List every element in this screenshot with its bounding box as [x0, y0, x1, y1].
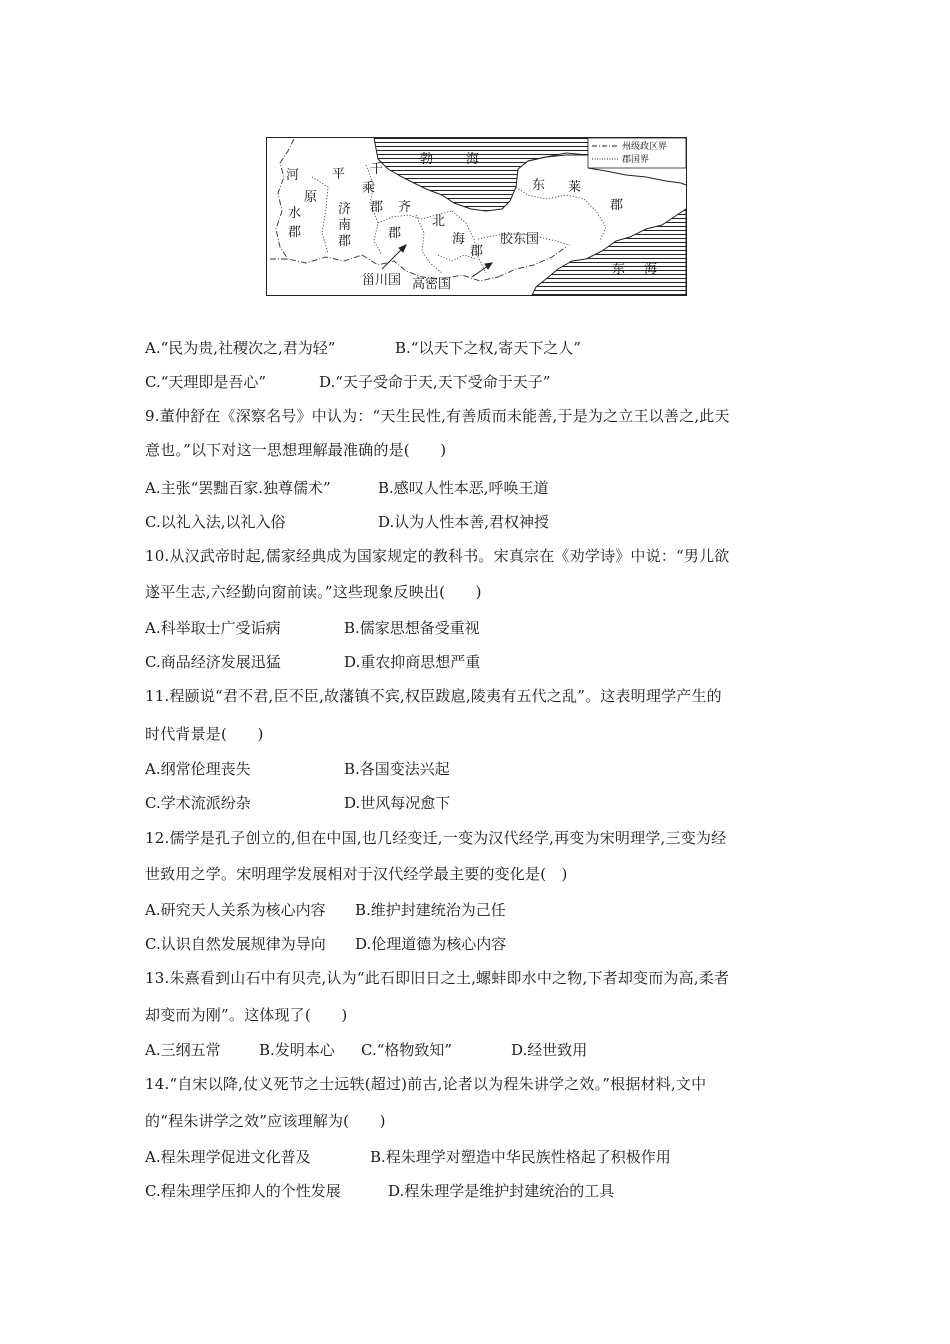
q13-option-b: B.发明本心: [259, 1041, 335, 1059]
q13-option-c: C.“格物致知”: [361, 1041, 453, 1059]
q11-option-a: A.纲常伦理丧失: [145, 760, 251, 778]
q8-option-d: D.“天子受命于天,天下受命于天子”: [319, 373, 551, 391]
q13-option-d: D.经世致用: [511, 1041, 588, 1059]
map-label-ji: 济: [338, 202, 352, 217]
q10-option-a: A.科举取士广受诟病: [145, 619, 281, 637]
legend-commandery-boundary: 郡国界: [622, 155, 650, 165]
q13-stem-line1: 13.朱熹看到山石中有贝壳,认为“此石即旧日之土,螺蚌即水中之物,下者却变而为高,柔者: [145, 969, 730, 987]
map-label-shui: 水: [288, 206, 302, 221]
q11-option-c: C.学术流派纷杂: [145, 794, 251, 812]
q12-option-c: C.认识自然发展规律为导向: [145, 935, 326, 953]
map-label-zichuanguo: 甾川国: [362, 273, 402, 288]
q9-option-d: D.认为人性本善,君权神授: [378, 513, 550, 531]
map-label-jun-qiansheng: 郡: [370, 200, 384, 215]
legend-state-boundary: 州级政区界: [622, 142, 668, 152]
map-label-dong: 东: [532, 178, 546, 193]
q13-stem-line2: 却变而为刚”。这体现了( ): [145, 1006, 348, 1024]
q9-stem-line1: 9.董仲舒在《深察名号》中认为：“天生民性,有善质而未能善,于是为之立王以善之,此天: [145, 407, 730, 425]
q14-option-c: C.程朱理学压抑人的个性发展: [145, 1182, 341, 1200]
q12-stem-line2: 世致用之学。宋明理学发展相对于汉代经学最主要的变化是( ): [145, 865, 568, 883]
map-label-jun-beihai: 郡: [470, 244, 484, 259]
q11-option-b: B.各国变法兴起: [344, 760, 450, 778]
q9-option-b: B.感叹人性本恶,呼唤王道: [378, 479, 549, 497]
q10-option-d: D.重农抑商思想严重: [344, 653, 481, 671]
map-label-qi: 齐: [398, 200, 412, 215]
map-label-sheng: 乘: [362, 181, 376, 196]
q10-stem-line1: 10.从汉武帝时起,儒家经典成为国家规定的教科书。宋真宗在《劝学诗》中说：“男儿欲: [145, 547, 730, 565]
map-label-ping: 平: [332, 167, 346, 182]
q11-option-d: D.世风每况愈下: [344, 794, 451, 812]
q14-stem-line2: 的“程朱讲学之效”应该理解为( ): [145, 1112, 386, 1130]
map-label-donghai-dong: 东: [612, 262, 626, 277]
q9-option-a: A.主张“罢黜百家.独尊儒术”: [145, 479, 331, 497]
q14-option-a: A.程朱理学促进文化普及: [145, 1148, 311, 1166]
q9-stem-line2: 意也。”以下对这一思想理解最准确的是( ): [145, 441, 447, 459]
q11-stem-line2: 时代背景是( ): [145, 725, 264, 743]
q14-stem-line1: 14.“自宋以降,仗义死节之士远轶(超过)前古,论者以为程朱讲学之效。”根据材料,文中: [145, 1075, 707, 1093]
q12-option-a: A.研究天人关系为核心内容: [145, 901, 326, 919]
map-label-hai-bohai: 海: [466, 152, 480, 167]
map-label-he: 河: [286, 168, 300, 183]
map-label-qian: 千: [370, 162, 384, 177]
q11-stem-line1: 11.程颐说“君不君,臣不臣,故藩镇不宾,权臣跋扈,陵夷有五代之乱”。这表明理学产生的: [145, 687, 722, 705]
q10-option-c: C.商品经济发展迅猛: [145, 653, 281, 671]
map-label-gaomiguo: 高密国: [412, 277, 452, 292]
map-label-nan: 南: [338, 218, 352, 233]
historical-map: [266, 137, 687, 296]
map-label-jiaodongguo: 胶东国: [500, 232, 540, 247]
q14-option-d: D.程朱理学是维护封建统治的工具: [388, 1182, 615, 1200]
q9-option-c: C.以礼入法,以礼入俗: [145, 513, 286, 531]
map-label-jun-hejian: 郡: [288, 225, 302, 240]
map-label-lai: 莱: [568, 180, 582, 195]
map-label-donghai-hai: 海: [644, 262, 658, 277]
map-label-bei: 北: [432, 214, 446, 229]
map-label-bo: 勃: [420, 152, 434, 167]
q12-option-b: B.维护封建统治为己任: [355, 901, 506, 919]
map-label-jun-jinan: 郡: [338, 234, 352, 249]
map-label-hai-beihai: 海: [452, 232, 466, 247]
q12-stem-line1: 12.儒学是孔子创立的,但在中国,也几经变迁,一变为汉代经学,再变为宋明理学,三变为经: [145, 829, 727, 847]
q12-option-d: D.伦理道德为核心内容: [355, 935, 507, 953]
map-label-yuan: 原: [304, 190, 318, 205]
q13-option-a: A.三纲五常: [145, 1041, 221, 1059]
q8-option-a: A.“民为贵,社稷次之,君为轻”: [145, 339, 336, 357]
map-label-jun-qi: 郡: [388, 226, 402, 241]
q8-option-b: B.“以天下之权,寄天下之人”: [395, 339, 581, 357]
q8-option-c: C.“天理即是吾心”: [145, 373, 267, 391]
q10-option-b: B.儒家思想备受重视: [344, 619, 480, 637]
q10-stem-line2: 遂平生志,六经勤向窗前读。”这些现象反映出( ): [145, 583, 482, 601]
map-label-jun-donglai: 郡: [610, 198, 624, 213]
q14-option-b: B.程朱理学对塑造中华民族性格起了积极作用: [370, 1148, 671, 1166]
